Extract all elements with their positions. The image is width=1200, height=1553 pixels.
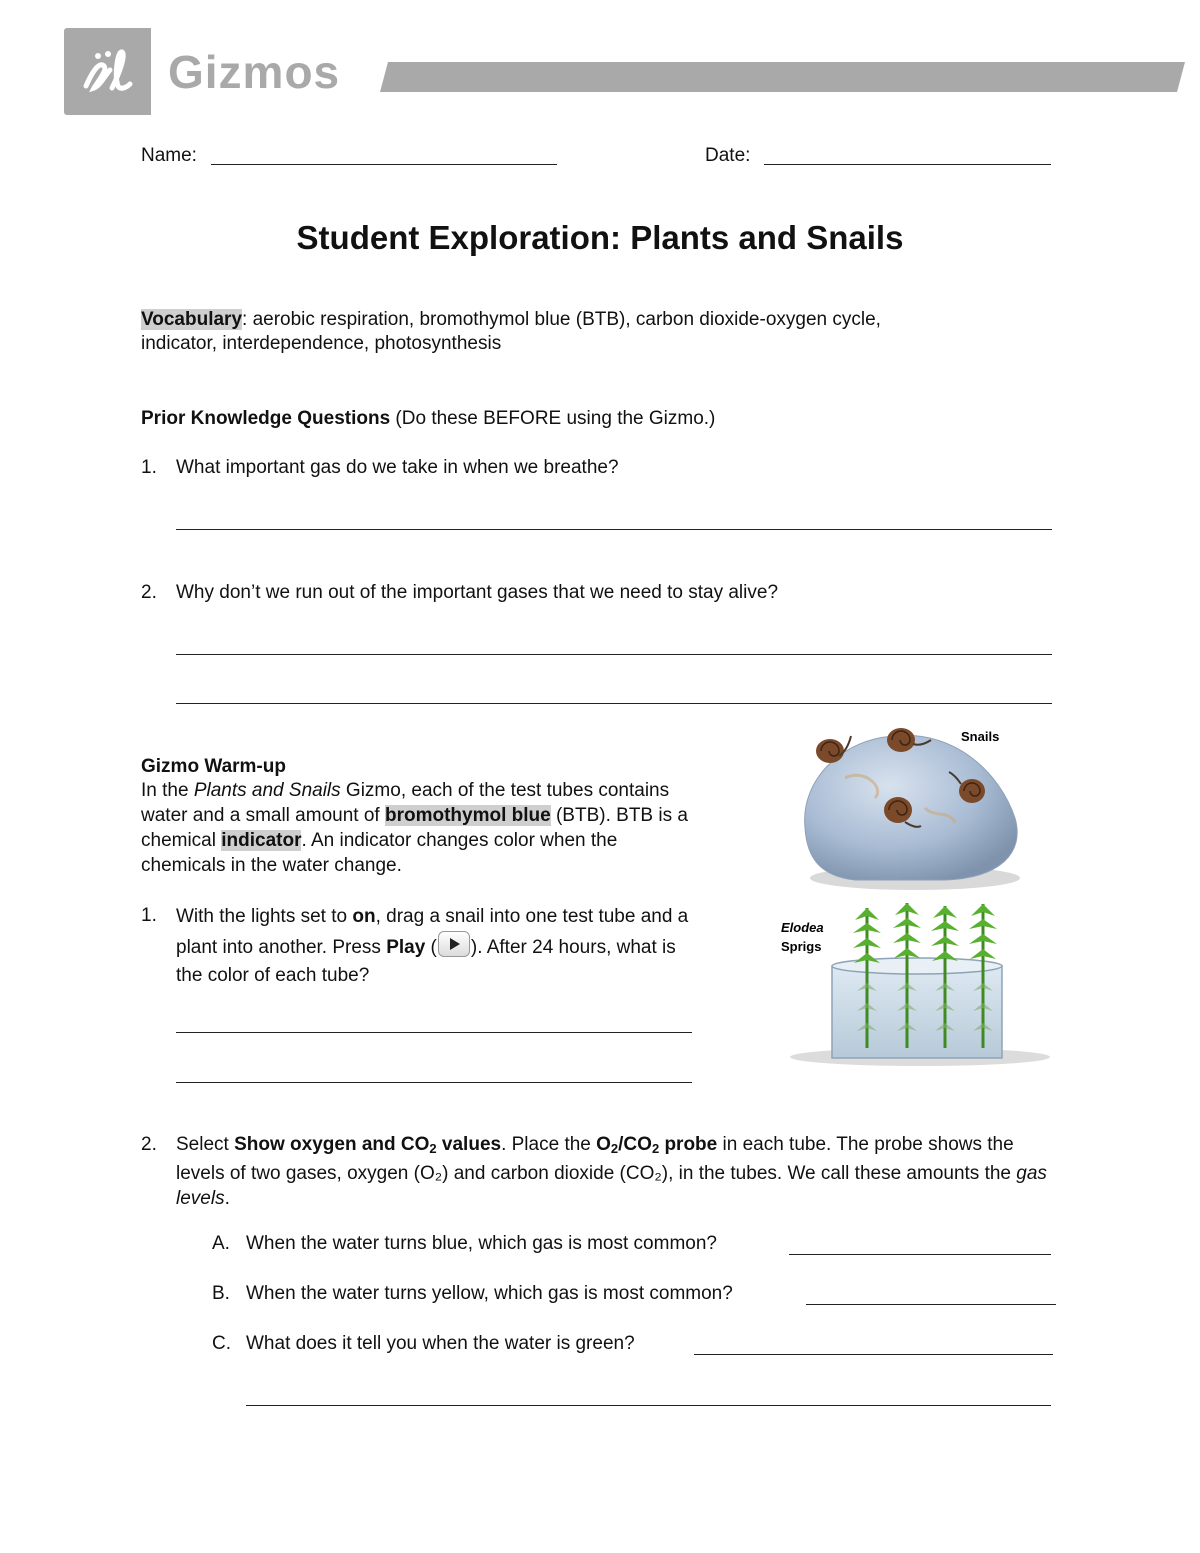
q2-text-b: . Place the bbox=[501, 1134, 597, 1155]
elodea-leaves-icon bbox=[853, 903, 997, 963]
q2-sub-2: 2 bbox=[610, 1141, 619, 1156]
name-field[interactable] bbox=[211, 144, 557, 165]
q2-sub-1: 2 bbox=[429, 1141, 437, 1156]
gizmos-logo-mark bbox=[64, 28, 151, 115]
q2-text-a: Select bbox=[176, 1134, 235, 1155]
prior-q1-answer-line[interactable] bbox=[176, 509, 1052, 530]
prior-q2-text: Why don’t we run out of the important gases that we need to stay alive? bbox=[176, 582, 779, 603]
q2-sub-3: 2 bbox=[651, 1141, 660, 1156]
warmup-q2-text bbox=[176, 1132, 1056, 1211]
prior-q2-answer-line-2[interactable] bbox=[176, 683, 1052, 704]
prior-heading-text: Prior Knowledge Questions bbox=[141, 408, 391, 429]
q2-gas-levels: gas levels bbox=[176, 1163, 1047, 1209]
header-bar bbox=[380, 62, 1185, 92]
vocabulary-terms-2: indicator, interdependence, photosynthesis bbox=[141, 333, 502, 354]
prior-heading-note: (Do these BEFORE using the Gizmo.) bbox=[390, 408, 716, 429]
prior-knowledge-heading bbox=[141, 406, 715, 431]
q2c-answer-line-2[interactable] bbox=[246, 1385, 1051, 1406]
q1-on: on bbox=[352, 906, 376, 927]
prior-q2-answer-line-1[interactable] bbox=[176, 634, 1052, 655]
term-indicator: indicator bbox=[221, 830, 302, 851]
q1-text-d: ). After 24 hours, what is the color of each tube? bbox=[176, 937, 676, 986]
brand-name: Gizmos bbox=[168, 46, 341, 98]
q2a-text: When the water turns blue, which gas is most common? bbox=[246, 1233, 717, 1254]
q1-play: Play bbox=[386, 937, 426, 958]
play-icon bbox=[438, 931, 470, 957]
date-field[interactable] bbox=[764, 144, 1051, 165]
snails-label: Snails bbox=[961, 729, 1000, 744]
q2c-answer-line-1[interactable] bbox=[694, 1334, 1053, 1355]
prior-q1-text: What important gas do we take in when we breathe? bbox=[176, 457, 619, 478]
warmup-paragraph bbox=[141, 778, 706, 878]
q2-show-values-a: Show oxygen and CO bbox=[234, 1134, 430, 1155]
page-title: Student Exploration: Plants and Snails bbox=[296, 219, 904, 256]
q1-text-b: , drag a snail into one test tube and a plant into another. Press bbox=[176, 906, 689, 958]
gizmo-name: Plants and Snails bbox=[193, 780, 341, 801]
vocabulary-line-1 bbox=[141, 307, 881, 332]
q2-probe-c: probe bbox=[659, 1134, 718, 1155]
vocabulary-terms-1: : aerobic respiration, bromothymol blue (BTB), carbon dioxide-oxygen cycle, bbox=[242, 309, 881, 330]
warmup-heading: Gizmo Warm-up bbox=[141, 756, 286, 777]
date-label: Date: bbox=[705, 145, 751, 166]
q1-text-c: ( bbox=[425, 937, 437, 958]
elodea-label-1: Elodea bbox=[781, 920, 824, 935]
explorelearning-logo-icon bbox=[64, 28, 151, 115]
snails-and-elodea-figure bbox=[775, 718, 1065, 1073]
q2c-text: What does it tell you when the water is green? bbox=[246, 1333, 635, 1354]
q2-probe-b: /CO bbox=[618, 1134, 652, 1155]
q2b-label: B. bbox=[212, 1283, 230, 1304]
warmup-text-a: In the bbox=[141, 780, 194, 801]
warmup-text-d: . An indicator changes color when the chemicals in the water change. bbox=[141, 830, 618, 876]
q2-text-d: . bbox=[224, 1188, 230, 1209]
warmup-q1-answer-line-2[interactable] bbox=[176, 1062, 692, 1083]
name-label: Name: bbox=[141, 145, 197, 166]
q2-show-values-b: values bbox=[436, 1134, 502, 1155]
prior-q2-number: 2. bbox=[141, 582, 157, 603]
warmup-text-c: (BTB). BTB is a chemical bbox=[141, 805, 688, 851]
q2-text-c: in each tube. The probe shows the levels of two gases, oxygen (O₂) and carbon dioxide (CO₂), in the tubes. We call these amounts the bbox=[176, 1134, 1017, 1184]
q2-probe-a: O bbox=[596, 1134, 611, 1155]
term-bromothymol-blue: bromothymol blue bbox=[384, 805, 551, 826]
beaker-icon bbox=[790, 958, 1050, 1066]
q2a-label: A. bbox=[212, 1233, 230, 1254]
q2c-label: C. bbox=[212, 1333, 231, 1354]
warmup-q2-number: 2. bbox=[141, 1134, 157, 1155]
warmup-text-b: Gizmo, each of the test tubes contains water and a small amount of bbox=[141, 780, 670, 826]
q1-text-a: With the lights set to bbox=[176, 906, 353, 927]
warmup-q1-text bbox=[176, 903, 706, 990]
q2b-answer-line[interactable] bbox=[806, 1284, 1056, 1305]
warmup-q1-number: 1. bbox=[141, 905, 157, 926]
q2b-text: When the water turns yellow, which gas is most common? bbox=[246, 1283, 733, 1304]
prior-q1-number: 1. bbox=[141, 457, 157, 478]
vocabulary-label: Vocabulary bbox=[141, 309, 243, 330]
warmup-q1-answer-line-1[interactable] bbox=[176, 1012, 692, 1033]
q2a-answer-line[interactable] bbox=[789, 1234, 1051, 1255]
elodea-label-2: Sprigs bbox=[781, 939, 822, 954]
